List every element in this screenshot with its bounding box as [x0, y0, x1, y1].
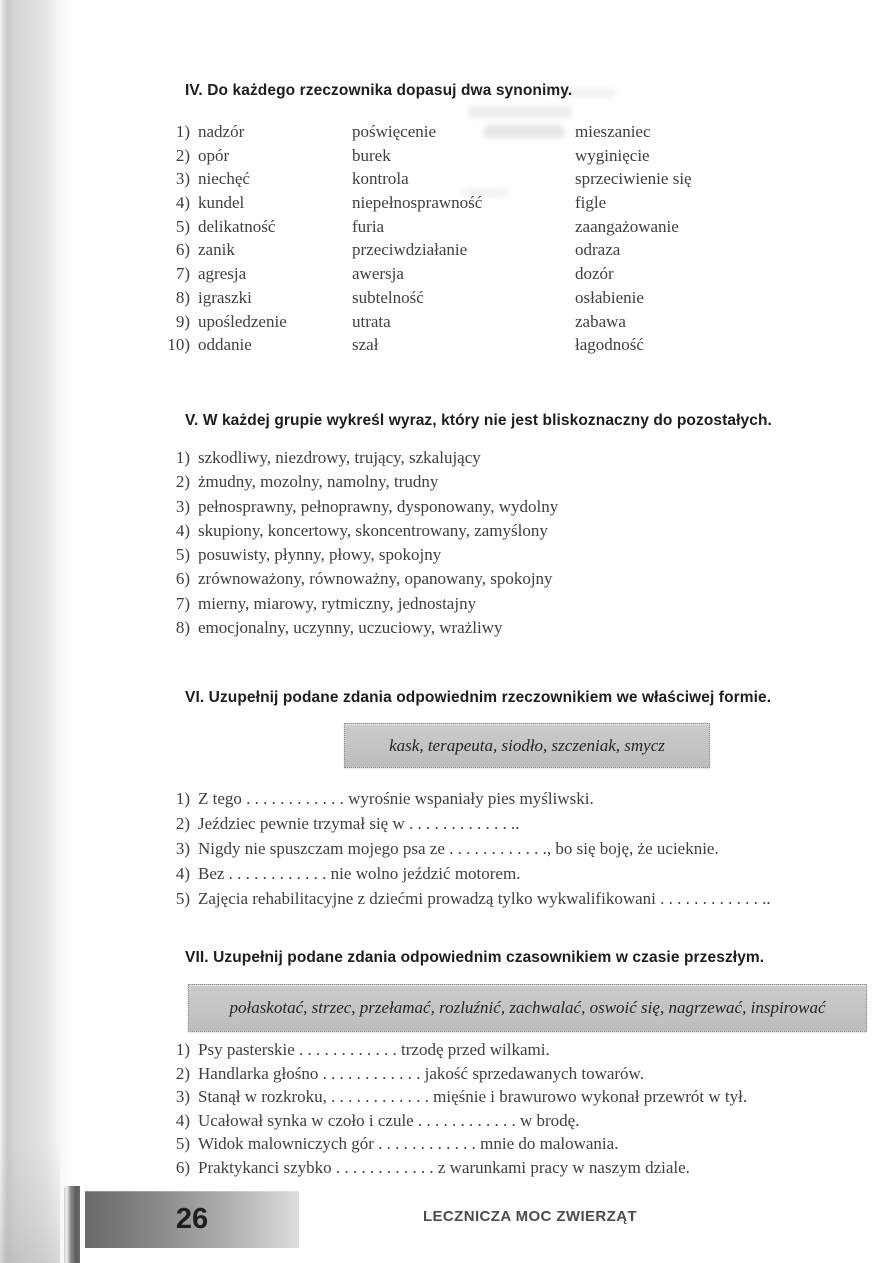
running-footer-title: LECZNICZA MOC ZWIERZĄT [422, 1208, 638, 1225]
sentence-text: Ucałował synka w czoło i czule . . . . . . . . . . . . w brodę. [198, 1110, 580, 1130]
sentence-text: Jeździec pewnie trzymał się w . . . . . . . . . . . . .. [198, 814, 520, 833]
page-edge-shadow [0, 1140, 60, 1263]
synonym-row [160, 333, 692, 357]
list-item [160, 470, 558, 494]
sentence-text: Handlarka głośno . . . . . . . . . . . . jakość sprzedawanych towarów. [198, 1063, 644, 1083]
fill-in-sentence [160, 886, 771, 911]
item-number: 7) [175, 264, 190, 284]
fill-in-sentence [160, 1085, 747, 1109]
item-number: 8) [175, 287, 190, 307]
item-number: 6) [175, 1157, 190, 1177]
fill-in-sentence [160, 1109, 747, 1133]
binding-mark [64, 1186, 80, 1263]
synonym-row [160, 191, 692, 215]
noun: upośledzenie [198, 311, 287, 331]
synonym-option-1: subtelność [352, 287, 424, 307]
noun: oddanie [198, 335, 252, 355]
fill-in-sentence [160, 836, 771, 861]
noun: agresja [198, 264, 247, 284]
synonym-option-2: zabawa [575, 311, 626, 331]
item-number: 1) [175, 789, 190, 808]
synonym-option-1: szał [352, 335, 379, 355]
exercise-7-list [160, 1038, 747, 1179]
item-number: 6) [175, 240, 190, 260]
exercise-5-title: V. W każdej grupie wykreśl wyraz, który nie jest bliskoznaczny do pozostałych. [185, 412, 772, 429]
item-number: 4) [175, 1110, 190, 1130]
synonym-option-1: poświęcenie [352, 122, 437, 141]
word-bank-words: kask, terapeuta, siodło, szczeniak, smycz [389, 735, 665, 755]
synonym-option-2: wyginięcie [575, 145, 650, 165]
item-number: 10) [167, 335, 190, 355]
word-group: szkodliwy, niezdrowy, trujący, szkalujący [198, 448, 481, 467]
synonym-option-1: przeciwdziałanie [352, 240, 468, 260]
item-number: 1) [175, 448, 190, 467]
word-group: emocjonalny, uczynny, uczuciowy, wrażliwy [198, 618, 503, 638]
exercise-4-synonym-table [160, 120, 692, 357]
synonym-option-2: osłabienie [575, 287, 644, 307]
synonym-option-1: utrata [352, 311, 391, 331]
fill-in-sentence [160, 1156, 747, 1180]
synonym-option-1: burek [352, 145, 391, 165]
noun: kundel [198, 193, 245, 213]
word-group: posuwisty, płynny, płowy, spokojny [198, 545, 442, 565]
item-number: 3) [175, 1087, 190, 1106]
exercise-6-list [160, 786, 771, 911]
sentence-text: Zajęcia rehabilitacyjne z dziećmi prowadzą tylko wykwalifikowani . . . . . . . . . . . . .. [198, 889, 771, 908]
synonym-row [160, 167, 692, 191]
word-bank-words: połaskotać, strzec, przełamać, rozluźnić, zachwalać, oswoić się, nagrzewać, inspirować [229, 998, 826, 1017]
fill-in-sentence [160, 1132, 747, 1156]
item-number: 5) [175, 1134, 190, 1153]
synonym-option-1: kontrola [352, 169, 409, 189]
item-number: 9) [175, 311, 190, 331]
word-group: żmudny, mozolny, namolny, trudny [198, 472, 439, 492]
synonym-option-2: zaangażowanie [575, 216, 679, 236]
word-bank-box [188, 984, 867, 1032]
word-group: mierny, miarowy, rytmiczny, jednostajny [198, 593, 477, 613]
item-number: 3) [175, 496, 190, 516]
list-item [160, 543, 558, 567]
exercise-4-title: IV. Do każdego rzeczownika dopasuj dwa synonimy. [185, 82, 573, 99]
synonym-option-1: niepełnosprawność [352, 193, 483, 213]
item-number: 2) [175, 814, 190, 833]
list-item [160, 495, 558, 519]
sentence-text: Bez . . . . . . . . . . . . nie wolno jeździć motorem. [198, 864, 521, 883]
sentence-text: Z tego . . . . . . . . . . . . wyrośnie wspaniały pies myśliwski. [198, 789, 594, 808]
synonym-option-2: mieszaniec [575, 122, 651, 141]
noun: zanik [198, 240, 235, 260]
word-group: pełnosprawny, pełnoprawny, dysponowany, wydolny [198, 496, 559, 516]
fill-in-sentence [160, 786, 771, 811]
item-number: 6) [175, 569, 190, 589]
item-number: 4) [175, 520, 190, 540]
fill-in-sentence [160, 811, 771, 836]
synonym-option-2: łagodność [575, 335, 644, 355]
synonym-option-1: furia [352, 216, 385, 236]
synonym-option-2: dozór [575, 264, 614, 284]
item-number: 2) [175, 472, 190, 492]
sentence-text: Stanął w rozkroku, . . . . . . . . . . . . mięśnie i brawurowo wykonał przewrót w tył. [198, 1087, 748, 1106]
fill-in-sentence [160, 861, 771, 886]
item-number: 5) [175, 216, 190, 236]
sentence-text: Psy pasterskie . . . . . . . . . . . . trzodę przed wilkami. [198, 1040, 550, 1059]
item-number: 4) [175, 193, 190, 213]
noun: igraszki [198, 287, 252, 307]
synonym-row [160, 262, 692, 286]
item-number: 5) [175, 545, 190, 565]
item-number: 1) [175, 122, 190, 141]
list-item [160, 592, 558, 616]
page-number-bar [85, 1191, 299, 1248]
sentence-text: Nigdy nie spuszczam mojego psa ze . . . . . . . . . . . ., bo się boję, że ucieknie. [198, 839, 719, 858]
list-item [160, 567, 558, 591]
synonym-option-2: sprzeciwienie się [575, 169, 692, 189]
item-number: 7) [175, 593, 190, 613]
synonym-row [160, 215, 692, 239]
noun: nadzór [198, 122, 245, 141]
synonym-option-2: odraza [575, 240, 621, 260]
noun: delikatność [198, 216, 276, 236]
fill-in-sentence [160, 1038, 747, 1062]
page-number: 26 [175, 1203, 209, 1235]
synonym-row [160, 144, 692, 168]
exercise-6-title: VI. Uzupełnij podane zdania odpowiednim rzeczownikiem we właściwej formie. [185, 689, 772, 706]
list-item [160, 446, 558, 470]
synonym-row [160, 310, 692, 334]
list-item [160, 616, 558, 640]
item-number: 5) [175, 889, 190, 908]
word-bank-box [344, 723, 710, 768]
item-number: 2) [175, 145, 190, 165]
noun: opór [198, 145, 230, 165]
item-number: 8) [175, 618, 190, 638]
word-group: skupiony, koncertowy, skoncentrowany, zamyślony [198, 520, 548, 540]
book-page-edge [0, 0, 78, 1263]
sentence-text: Praktykanci szybko . . . . . . . . . . . . z warunkami pracy w naszym dziale. [198, 1157, 690, 1177]
item-number: 2) [175, 1063, 190, 1083]
synonym-option-2: figle [575, 193, 607, 213]
bleed-through-artifact [468, 106, 572, 118]
item-number: 4) [175, 864, 190, 883]
synonym-row [160, 286, 692, 310]
sentence-text: Widok malowniczych gór . . . . . . . . . . . . mnie do malowania. [198, 1134, 619, 1153]
fill-in-sentence [160, 1062, 747, 1086]
synonym-row [160, 238, 692, 262]
item-number: 3) [175, 169, 190, 189]
item-number: 1) [175, 1040, 190, 1059]
exercise-5-list [160, 446, 558, 640]
item-number: 3) [175, 839, 190, 858]
synonym-option-1: awersja [352, 264, 404, 284]
noun: niechęć [198, 169, 250, 189]
exercise-7-title: VII. Uzupełnij podane zdania odpowiednim czasownikiem w czasie przeszłym. [185, 949, 765, 966]
word-group: zrównoważony, równoważny, opanowany, spokojny [198, 569, 553, 589]
list-item [160, 519, 558, 543]
synonym-row [160, 120, 692, 144]
